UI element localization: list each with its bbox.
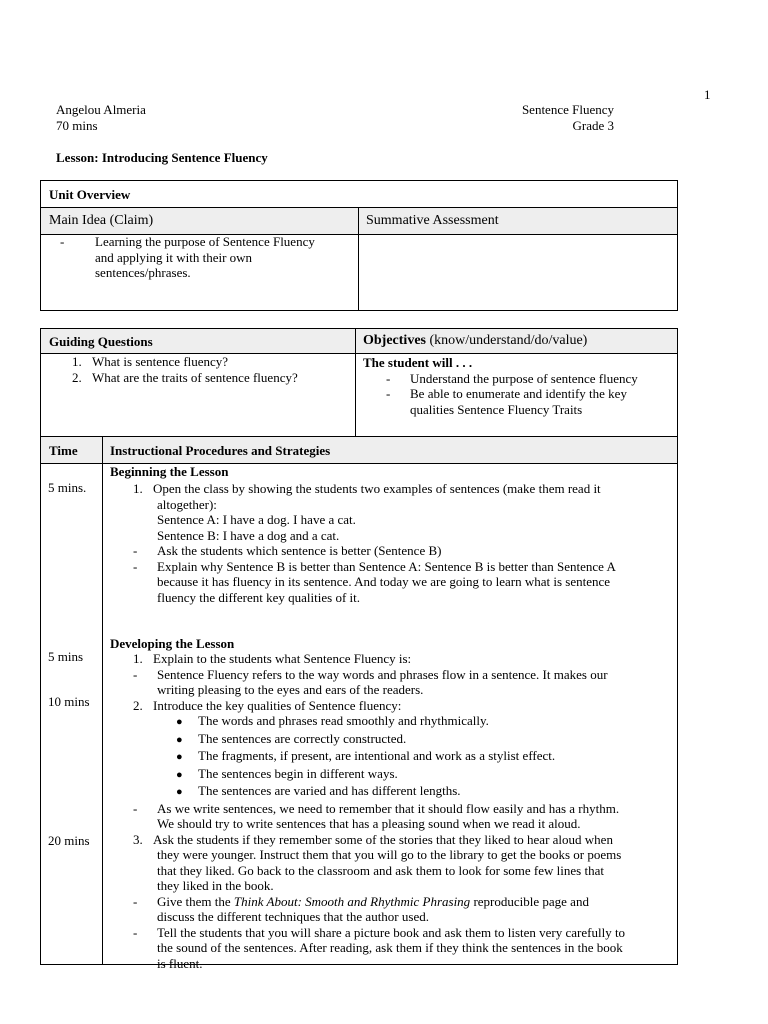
text-line: We should try to write sentences that has a pleasing sound when we read it aloud.: [157, 816, 581, 831]
text-line: because it has fluency in its sentence. And today we are going to learn what is sentence: [157, 574, 611, 589]
text-line: they liked in the book.: [157, 878, 274, 893]
text-line: sentences/phrases.: [95, 265, 191, 280]
text-line: and applying it with their own: [95, 249, 253, 265]
give-line: [153, 894, 589, 909]
objective-dash: -: [386, 371, 391, 386]
time-header: Time: [49, 443, 78, 458]
text-line: qualities Sentence Fluency Traits: [410, 401, 583, 417]
list-number: 3.: [133, 831, 143, 847]
text-line: As we write sentences, we need to remember that it should flow easily and has a rhythm.: [157, 800, 620, 816]
text-line: Ask the students which sentence is better (Sentence B): [157, 543, 442, 558]
bullet-item: [176, 783, 625, 801]
objectives-label: Objectives: [363, 333, 426, 348]
time-value: 5 mins.: [48, 480, 87, 495]
row-divider: [40, 436, 678, 437]
bullet-icon: ●: [176, 768, 183, 781]
beginning-content: [133, 481, 616, 605]
summative-assessment-header: Summative Assessment: [366, 213, 499, 228]
bullet-item: [176, 748, 625, 766]
text-line: Open the class by showing the students two examples of sentences (make them read it: [153, 481, 601, 496]
bullet-icon: ●: [176, 716, 183, 728]
bullet-item: [176, 731, 625, 749]
text-line: Be able to enumerate and identify the key: [410, 386, 627, 401]
list-dash: -: [133, 924, 138, 940]
worksheet-title: Think About: Smooth and Rhythmic Phrasing: [233, 893, 471, 909]
time-value: 10 mins: [48, 694, 90, 709]
list-item: [133, 559, 616, 575]
text-line: The words and phrases read smoothly and rhythmically.: [198, 713, 489, 728]
list-item: [133, 925, 625, 941]
list-number: 2.: [72, 369, 82, 385]
time-value: 5 mins: [48, 649, 84, 664]
text-line: Explain to the students what Sentence Fluency is:: [153, 651, 412, 666]
column-divider: [355, 328, 356, 436]
guiding-questions-list: [72, 354, 298, 385]
question-text: What is sentence fluency?: [92, 354, 229, 369]
text-line: The sentences are correctly constructed.: [198, 730, 407, 746]
text-line: fluency the different key qualities of it.: [157, 589, 360, 605]
text-line: Sentence A: I have a dog. I have a cat.: [157, 512, 356, 527]
time-value: 20 mins: [48, 833, 90, 848]
student-will-label: The student will . . .: [363, 355, 473, 370]
text-line: Understand the purpose of sentence fluency: [410, 371, 638, 386]
text-run: Give them the: [157, 893, 234, 909]
page-number: 1: [704, 87, 711, 102]
text-line: Learning the purpose of Sentence Fluency: [95, 234, 315, 249]
list-item: [133, 481, 616, 497]
list-item: [133, 832, 625, 848]
text-line: discuss the different techniques that the author used.: [157, 909, 429, 924]
list-item: [72, 370, 298, 386]
list-item: [133, 801, 625, 817]
list-item: [133, 543, 616, 559]
list-dash: -: [133, 558, 138, 574]
unit-overview-title: Unit Overview: [49, 187, 131, 202]
grade-level: Grade 3: [572, 118, 614, 133]
text-line: that they liked. Go back to the classroom and ask them to look for some few lines that: [157, 862, 604, 878]
objectives-qualifier: (know/understand/do/value): [425, 333, 588, 348]
bullet-item: [176, 766, 625, 784]
list-item: [133, 667, 625, 683]
main-idea-text: [95, 234, 315, 281]
main-idea-dash: -: [60, 234, 65, 249]
text-line: The sentences begin in different ways.: [198, 765, 398, 781]
text-line: Sentence Fluency refers to the way words and phrases flow in a sentence. It makes our: [157, 666, 608, 682]
bullet-icon: ●: [176, 786, 183, 798]
text-line: the sound of the sentences. After reading, ask them if they think the sentences in the book: [157, 940, 623, 955]
main-idea-header: Main Idea (Claim): [49, 213, 154, 228]
bullet-icon: ●: [176, 751, 183, 763]
text-line: Introduce the key qualities of Sentence fluency:: [153, 697, 402, 713]
row-divider: [40, 207, 678, 208]
list-number: 1.: [72, 354, 82, 369]
procedures-header: Instructional Procedures and Strategies: [110, 443, 331, 458]
objective-item: [410, 386, 627, 417]
developing-content: [133, 651, 625, 971]
beginning-title: Beginning the Lesson: [110, 464, 229, 479]
list-dash: -: [133, 800, 138, 816]
list-number: 1.: [133, 651, 143, 666]
text-line: The fragments, if present, are intentional and work as a stylist effect.: [198, 748, 556, 763]
column-divider: [358, 207, 359, 311]
bullet-item: [176, 713, 625, 731]
lesson-title: Lesson: Introducing Sentence Fluency: [56, 150, 268, 165]
text-line: they were younger. Instruct them that you will go to the library to get the books or poems: [157, 847, 622, 862]
text-line: Explain why Sentence B is better than Sentence A: Sentence B is better than Sentence A: [157, 558, 616, 574]
text-line: Sentence B: I have a dog and a cat.: [157, 527, 340, 543]
list-dash: -: [133, 666, 138, 682]
guiding-questions-header: Guiding Questions: [49, 334, 153, 349]
objective-item: [410, 371, 638, 387]
author-name: Angelou Almeria: [56, 102, 146, 117]
text-line: is fluent.: [157, 955, 203, 971]
text-line: altogether):: [157, 496, 217, 512]
text-line: The sentences are varied and has different lengths.: [198, 783, 461, 798]
list-item: [133, 894, 625, 910]
list-number: 1.: [133, 481, 143, 496]
lesson-duration: 70 mins: [56, 118, 98, 133]
developing-title: Developing the Lesson: [110, 636, 235, 651]
subject-name: Sentence Fluency: [521, 102, 614, 117]
list-dash: -: [133, 893, 138, 909]
text-line: writing pleasing to the eyes and ears of the readers.: [157, 682, 424, 697]
text-line: Ask the students if they remember some of the stories that they liked to hear aloud when: [153, 831, 613, 847]
text-line: Tell the students that you will share a picture book and ask them to listen very carefully to: [157, 924, 626, 940]
list-number: 2.: [133, 697, 143, 713]
bullet-icon: ●: [176, 733, 183, 746]
objective-dash: -: [386, 386, 391, 401]
list-dash: -: [133, 543, 138, 558]
list-item: [133, 651, 625, 667]
objectives-header: [363, 333, 587, 349]
question-text: What are the traits of sentence fluency?: [92, 369, 298, 385]
bullet-list: [133, 713, 625, 801]
list-item: [133, 698, 625, 714]
column-divider: [102, 436, 103, 965]
text-run: reproducible page and: [470, 893, 589, 909]
list-item: [72, 354, 298, 370]
